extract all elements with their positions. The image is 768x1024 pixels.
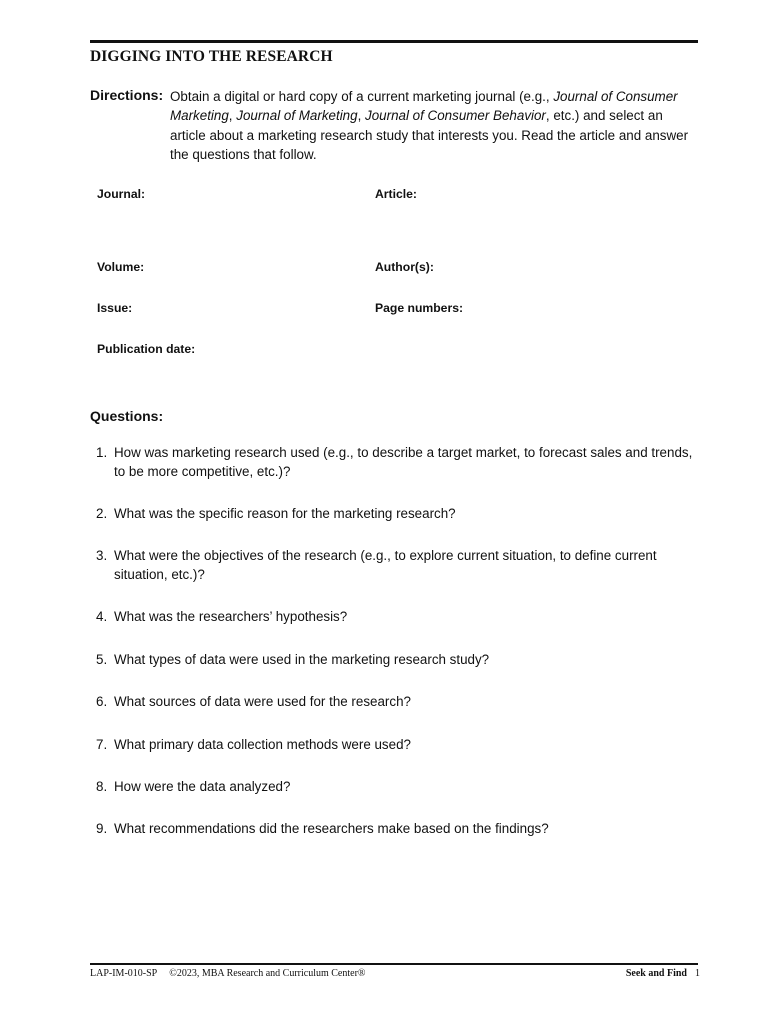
issue-field-label: Issue:	[97, 301, 133, 315]
directions-text-part: , etc.) and select an article about a marketing research study that interests you. Read the article and answer the questions that follow.	[170, 108, 689, 162]
footer-right	[626, 968, 700, 979]
journal-title-consumer-marketing: Journal of Consumer Marketing	[170, 89, 678, 124]
footer-section-name: Seek and Find	[625, 968, 687, 979]
directions-separator: ,	[228, 108, 237, 124]
journal-title-marketing: Journal of Marketing	[236, 108, 358, 124]
journal-title-consumer-behavior: Journal of Consumer Behavior	[365, 108, 546, 124]
directions-label: Directions:	[90, 87, 164, 103]
question-text: What was the specific reason for the marketing research?	[114, 506, 456, 521]
question-text: What was the researchers’ hypothesis?	[114, 609, 348, 624]
footer-rule	[90, 963, 698, 965]
question-text: How were the data analyzed?	[114, 779, 291, 794]
question-text: What types of data were used in the marketing research study?	[114, 652, 490, 667]
page-numbers-field-label: Page numbers:	[375, 301, 464, 315]
question-number: 2.	[96, 506, 108, 521]
question-item	[96, 504, 696, 523]
directions-text	[170, 87, 702, 164]
question-item	[96, 735, 696, 754]
question-text: What recommendations did the researchers make based on the findings?	[114, 821, 549, 836]
question-text: What primary data collection methods were used?	[114, 737, 411, 752]
question-number: 4.	[96, 609, 108, 624]
question-number: 7.	[96, 737, 108, 752]
journal-field-label: Journal:	[97, 187, 146, 201]
question-number: 1.	[96, 445, 108, 460]
questions-heading: Questions:	[90, 408, 164, 424]
question-text: What sources of data were used for the research?	[114, 694, 411, 709]
footer-code: LAP-IM-010-SP	[90, 968, 158, 979]
question-item	[96, 650, 696, 669]
authors-field-label: Author(s):	[375, 260, 434, 274]
directions-separator: ,	[357, 108, 366, 124]
publication-date-field-label: Publication date:	[97, 342, 196, 356]
directions-text-part: Obtain a digital or hard copy of a current marketing journal (e.g.,	[170, 89, 554, 104]
question-number: 6.	[96, 694, 108, 709]
question-item	[96, 819, 696, 838]
footer-left	[90, 968, 366, 979]
question-item	[96, 443, 696, 482]
question-item	[96, 607, 696, 626]
question-item	[96, 777, 696, 796]
top-rule	[90, 40, 698, 43]
question-number: 8.	[96, 779, 108, 794]
question-number: 9.	[96, 821, 108, 836]
question-item	[96, 546, 696, 585]
volume-field-label: Volume:	[97, 260, 145, 274]
question-text: How was marketing research used (e.g., to describe a target market, to forecast sales and trends, to be more competitive, etc.)?	[114, 445, 693, 480]
question-number: 5.	[96, 652, 108, 667]
footer-page-number: 1	[695, 968, 700, 979]
page-title: DIGGING INTO THE RESEARCH	[90, 48, 333, 65]
question-text: What were the objectives of the research (e.g., to explore current situation, to define current situation, etc.)?	[114, 548, 657, 583]
question-number: 3.	[96, 548, 108, 563]
footer-copyright: ©2023, MBA Research and Curriculum Center®	[169, 968, 366, 979]
question-item	[96, 692, 696, 711]
article-field-label: Article:	[375, 187, 417, 201]
